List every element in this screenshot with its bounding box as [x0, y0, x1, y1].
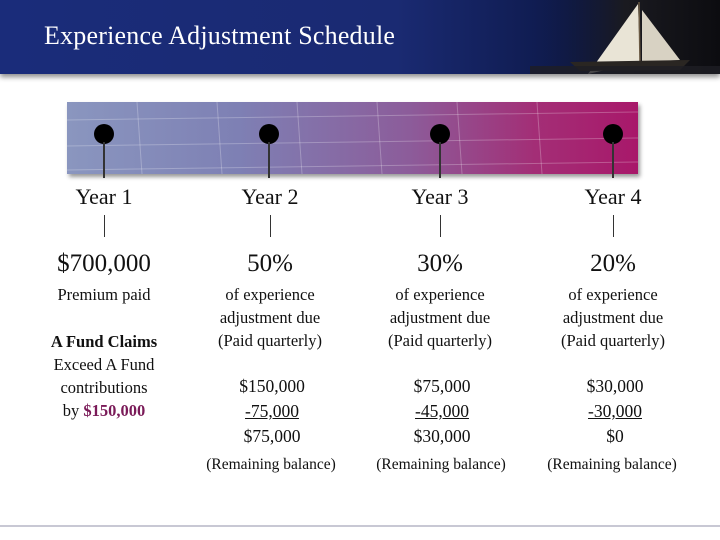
claims-note	[29, 330, 179, 422]
year-connector	[613, 215, 614, 237]
desc-line: adjustment due	[219, 308, 321, 327]
balance-calculation	[212, 374, 332, 449]
claims-line: contributions	[60, 378, 148, 397]
year-label: Year 2	[241, 184, 299, 209]
premium-amount: $700,000	[57, 250, 151, 277]
desc-line: adjustment due	[562, 308, 664, 327]
calc-result: $0	[606, 426, 624, 446]
desc-line: (Paid quarterly)	[387, 331, 492, 350]
calc-result: $75,000	[243, 426, 301, 446]
percent-due: 20%	[590, 250, 636, 277]
calc-start: $75,000	[413, 376, 471, 396]
claims-amount: $150,000	[83, 401, 146, 420]
timeline-band	[67, 102, 638, 174]
year-connector	[270, 215, 271, 237]
desc-line: (Paid quarterly)	[217, 331, 322, 350]
calendar-texture	[67, 102, 638, 174]
marker-stem	[612, 142, 614, 178]
marker-stem	[439, 142, 441, 178]
remaining-balance-label: (Remaining balance)	[206, 456, 336, 473]
claims-line	[29, 399, 179, 422]
remaining-balance-label: (Remaining balance)	[376, 456, 506, 473]
slide-title: Experience Adjustment Schedule	[44, 21, 396, 50]
timeline-marker-year1	[94, 124, 114, 144]
desc-line: of experience	[225, 285, 315, 304]
footer-divider	[0, 525, 720, 527]
claims-title: A Fund Claims	[50, 332, 158, 351]
remaining-balance-label: (Remaining balance)	[547, 456, 677, 473]
calc-start: $30,000	[586, 376, 644, 396]
year-label: Year 3	[411, 184, 469, 209]
percent-due: 50%	[247, 250, 293, 277]
percent-due: 30%	[417, 250, 463, 277]
claims-line: Exceed A Fund	[53, 355, 155, 374]
sailboat-image	[530, 0, 720, 74]
calc-minus: -30,000	[588, 401, 642, 421]
title-bar	[0, 0, 720, 74]
timeline-marker-year4	[603, 124, 623, 144]
calc-start: $150,000	[239, 376, 305, 396]
premium-note: Premium paid	[57, 285, 151, 304]
claims-by-text: by	[62, 401, 80, 420]
adjustment-description	[355, 283, 525, 352]
adjustment-description	[528, 283, 698, 352]
marker-stem	[103, 142, 105, 178]
desc-line: (Paid quarterly)	[560, 331, 665, 350]
timeline-marker-year2	[259, 124, 279, 144]
year-label: Year 1	[75, 184, 133, 209]
desc-line: adjustment due	[389, 308, 491, 327]
year-connector	[440, 215, 441, 237]
calc-minus: -75,000	[245, 401, 299, 421]
adjustment-description	[185, 283, 355, 352]
year-connector	[104, 215, 105, 237]
timeline-marker-year3	[430, 124, 450, 144]
calc-minus: -45,000	[415, 401, 469, 421]
calc-result: $30,000	[413, 426, 471, 446]
year-label: Year 4	[584, 184, 642, 209]
desc-line: of experience	[395, 285, 485, 304]
desc-line: of experience	[568, 285, 658, 304]
balance-calculation	[382, 374, 502, 449]
balance-calculation	[555, 374, 675, 449]
marker-stem	[268, 142, 270, 178]
